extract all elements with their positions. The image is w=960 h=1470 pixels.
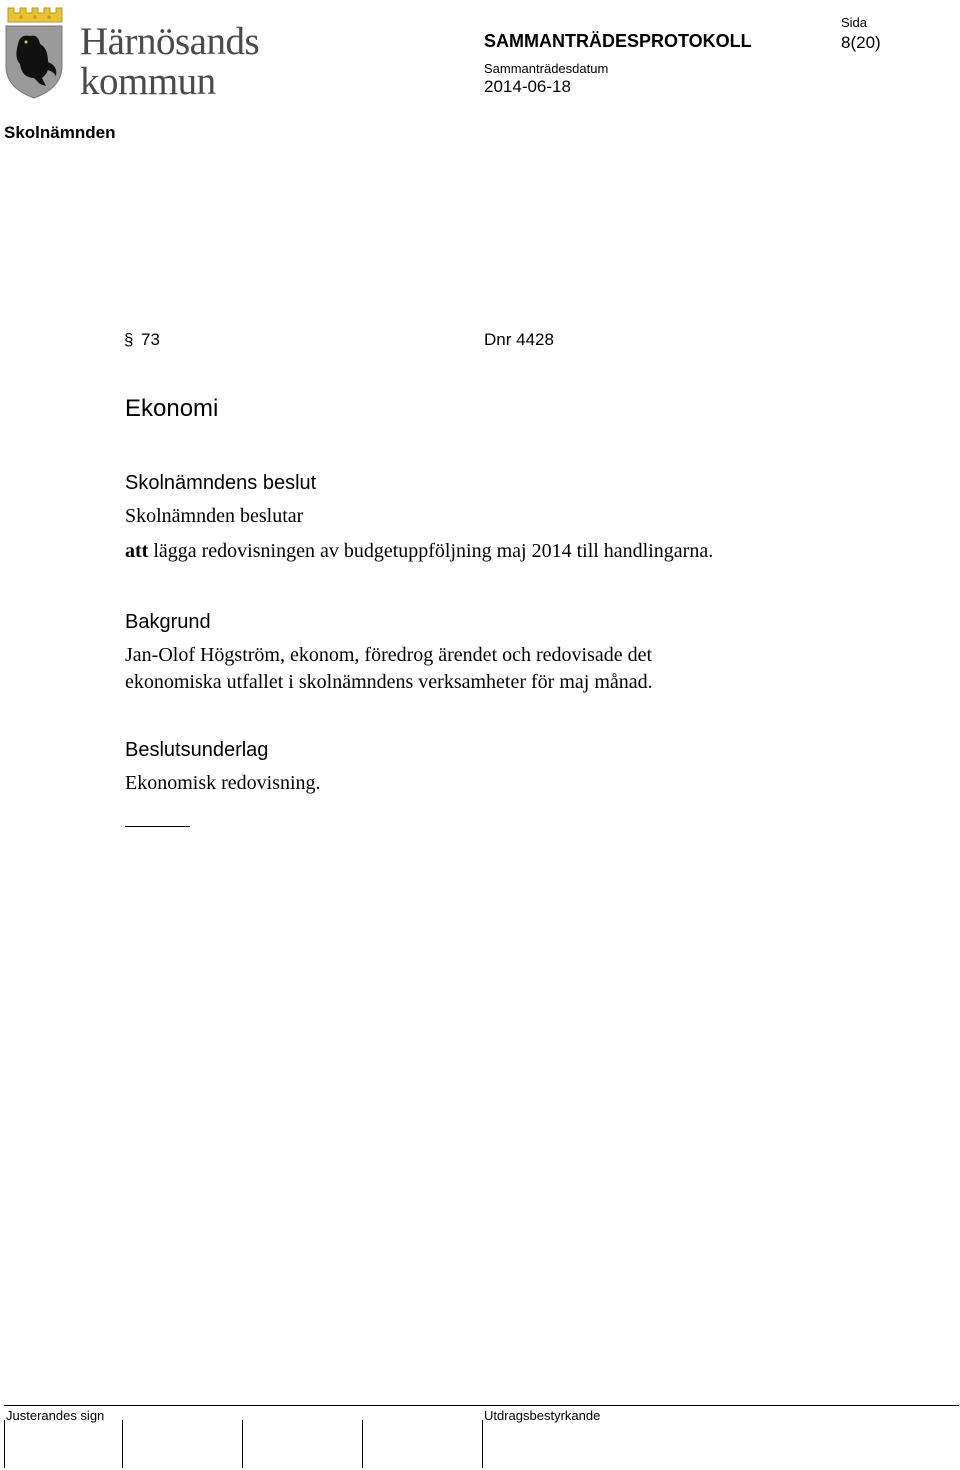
registration-number: Dnr 4428 bbox=[484, 330, 554, 349]
municipality-name-line1: Härnösands bbox=[80, 20, 260, 63]
basis-heading: Beslutsunderlag bbox=[125, 739, 269, 761]
footer-divider bbox=[4, 1405, 959, 1406]
att-word: att bbox=[125, 540, 149, 562]
signature-box-divider bbox=[4, 1420, 5, 1468]
decision-intro: Skolnämnden beslutar bbox=[125, 505, 304, 527]
signature-box-divider bbox=[242, 1420, 243, 1468]
basis-text: Ekonomisk redovisning. bbox=[125, 772, 321, 794]
paragraph-sign: § bbox=[124, 330, 134, 349]
footer-signature-label: Justerandes sign bbox=[6, 1408, 105, 1423]
decision-text bbox=[125, 538, 713, 565]
section-title: Ekonomi bbox=[125, 395, 219, 422]
signature-box-divider bbox=[122, 1420, 123, 1468]
meeting-date-label: Sammanträdesdatum bbox=[484, 61, 609, 76]
municipality-coat-of-arms-icon bbox=[4, 4, 64, 100]
footer-certification-label: Utdragsbestyrkande bbox=[484, 1408, 601, 1423]
background-line-2: ekonomiska utfallet i skolnämndens verksamheter för maj månad. bbox=[125, 671, 653, 693]
end-rule bbox=[125, 826, 190, 827]
signature-box-divider bbox=[362, 1420, 363, 1468]
decision-body: lägga redovisningen av budgetuppföljning maj 2014 till handlingarna. bbox=[148, 540, 714, 562]
section-number: 73 bbox=[141, 330, 160, 349]
background-heading: Bakgrund bbox=[125, 611, 211, 633]
page-number: 8(20) bbox=[841, 33, 881, 52]
municipality-name-line2: kommun bbox=[80, 60, 216, 103]
meeting-date: 2014-06-18 bbox=[484, 77, 571, 96]
page-label: Sida bbox=[841, 15, 868, 30]
background-line-1: Jan-Olof Högström, ekonom, föredrog ärendet och redovisade det bbox=[125, 644, 653, 666]
signature-box-divider bbox=[482, 1420, 483, 1468]
municipality-name bbox=[80, 22, 259, 102]
protocol-title: SAMMANTRÄDESPROTOKOLL bbox=[484, 31, 752, 51]
department-name: Skolnämnden bbox=[4, 123, 116, 142]
decision-heading: Skolnämndens beslut bbox=[125, 472, 317, 494]
